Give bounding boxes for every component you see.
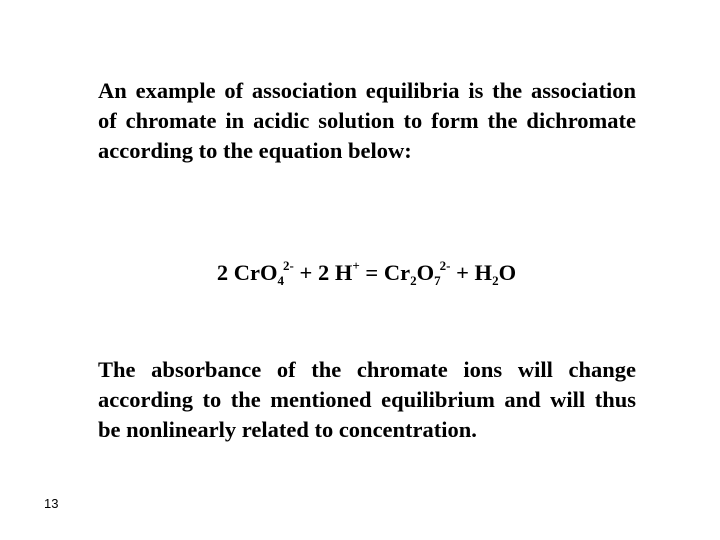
eq-water-subscript: 2	[492, 273, 499, 288]
eq-equals: =	[365, 260, 379, 285]
eq-dichromate-cr-subscript: 2	[410, 273, 417, 288]
eq-hydrogen-charge: +	[352, 258, 360, 273]
eq-dichromate-o: O	[416, 260, 435, 285]
eq-plus: +	[299, 260, 313, 285]
eq-coefficient: 2	[317, 260, 330, 285]
eq-coefficient: 2	[216, 260, 229, 285]
eq-water-h: H	[474, 260, 493, 285]
eq-chromate-charge: 2-	[283, 258, 294, 273]
page-number: 13	[44, 496, 59, 511]
eq-dichromate-o-subscript: 7	[434, 273, 441, 288]
intro-paragraph: An example of association equilibria is the association of chromate in acidic solution to form the dichromate according to the equation below:	[98, 78, 636, 163]
eq-chromate: CrO	[233, 260, 278, 285]
chemical-equation	[0, 258, 720, 288]
absorbance-paragraph: The absorbance of the chromate ions will change according to the mentioned equilibrium and will thus be nonlinearly related to concentration.	[98, 357, 636, 442]
eq-water-o: O	[498, 260, 517, 285]
eq-dichromate-charge: 2-	[439, 258, 451, 273]
eq-dichromate-cr: Cr	[383, 260, 411, 285]
eq-hydrogen: H	[334, 260, 353, 285]
eq-plus: +	[456, 260, 469, 285]
eq-chromate-subscript: 4	[277, 273, 285, 288]
